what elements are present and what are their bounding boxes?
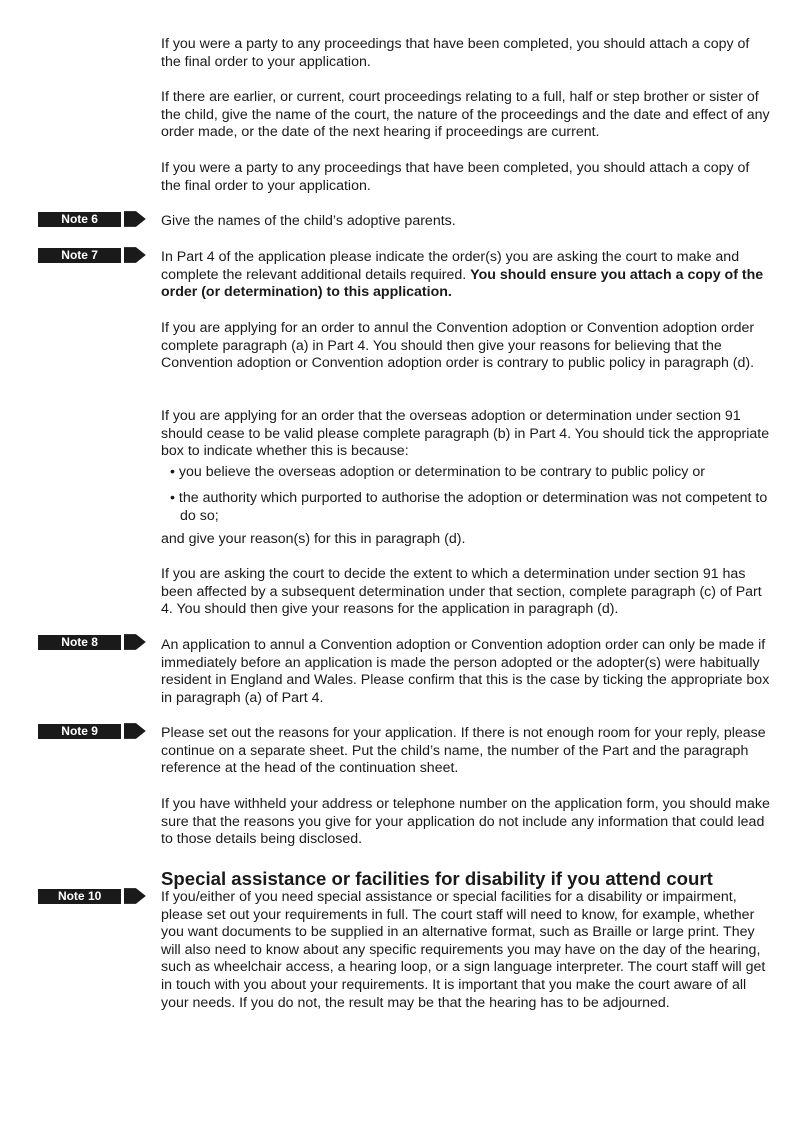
note-9-withheld-paragraph: If you have withheld your address or telephone number on the application form, you should make sure that the reasons you give for your application do not include any information that could lead to those details being disclosed. [161,796,770,848]
note-9-body: Please set out the reasons for your application. If there is not enough room for your reply, please continue on a separate sheet. Put the child’s name, the number of the Part and the paragraph reference at the head of the continuation sheet. [161,725,766,777]
special-assistance-heading: Special assistance or facilities for disability if you attend court [161,868,713,889]
note-6-tag [38,211,148,227]
note-7-bullet-authority: • the authority which purported to authorise the adoption or determination was not competent to do so; [170,490,768,524]
note-10-body: If you/either of you need special assistance or special facilities for a disability or impairment, please set out your requirements in full. The court staff will need to know, for example, whether you want documents to be supplied in an alternative format, such as Braille or large print. They will also need to know about any specific requirements you may have on the day of the hearing, such as wheelchair access, a hearing loop, or a sign language interpreter. The court staff will get in touch with you about your requirements. It is important that you make the court aware of all your needs. If you do not, the result may be that the hearing has to be adjourned. [161,889,766,1011]
note-10-label: Note 10 [38,889,121,904]
note-arrow-icon [124,211,148,227]
note-10-tag [38,888,148,904]
note-7-intro: In Part 4 of the application please indicate the order(s) you are asking the court to make and complete the relevant additional details required. [161,249,740,283]
note-arrow-icon [124,888,148,904]
note-6-body: Give the names of the child’s adoptive parents. [161,213,456,229]
note-arrow-icon [124,723,148,739]
note-7-cease-valid-paragraph: If you are applying for an order that the overseas adoption or determination under section 91 should cease to be valid please complete paragraph (b) in Part 4. You should tick the appropriate box to indicate whether this is because: [161,408,770,460]
note-9-tag [38,723,148,739]
paragraph-attach-order-sibling: If you were a party to any proceedings that have been completed, you should attach a copy of the final order to your application. [161,160,750,194]
note-6-label: Note 6 [38,212,121,227]
note-7-annul-paragraph: If you are applying for an order to annul the Convention adoption or Convention adoption order complete paragraph (a) in Part 4. You should then give your reasons for believing that the Convention adoption or Convention adoption order is contrary to public policy in paragraph (d). [161,320,755,372]
note-8-body: An application to annul a Convention adoption or Convention adoption order can only be made if immediately before an application is made the person adopted or the adopter(s) were habitually resident in England and Wales. Please confirm that this is the case by ticking the appropriate box in paragraph (a) of Part 4. [161,637,770,706]
note-8-label: Note 8 [38,635,121,650]
note-7-label: Note 7 [38,248,121,263]
note-7-section-91-paragraph: If you are asking the court to decide the extent to which a determination under section 91 has been affected by a subsequent determination under that section, complete paragraph (c) of Part 4. You should then give your reasons for the application in paragraph (d). [161,566,762,618]
paragraph-attach-order: If you were a party to any proceedings that have been completed, you should attach a copy of the final order to your application. [161,36,750,70]
note-7-tag [38,247,148,263]
note-7-bullet-public-policy: • you believe the overseas adoption or determination to be contrary to public policy or [170,464,705,480]
note-7-body [161,249,771,302]
paragraph-sibling-proceedings: If there are earlier, or current, court proceedings relating to a full, half or step brother or sister of the child, give the name of the court, the nature of the proceedings and the date and effect of any order made, or the date of the next hearing if proceedings are current. [161,89,770,141]
note-arrow-icon [124,634,148,650]
note-7-reasons-line: and give your reason(s) for this in paragraph (d). [161,531,466,547]
note-9-label: Note 9 [38,724,121,739]
note-arrow-icon [124,247,148,263]
note-7-bold-instruction: You should ensure you attach a copy of the order (or determination) to this application. [161,266,764,301]
note-8-tag [38,634,148,650]
